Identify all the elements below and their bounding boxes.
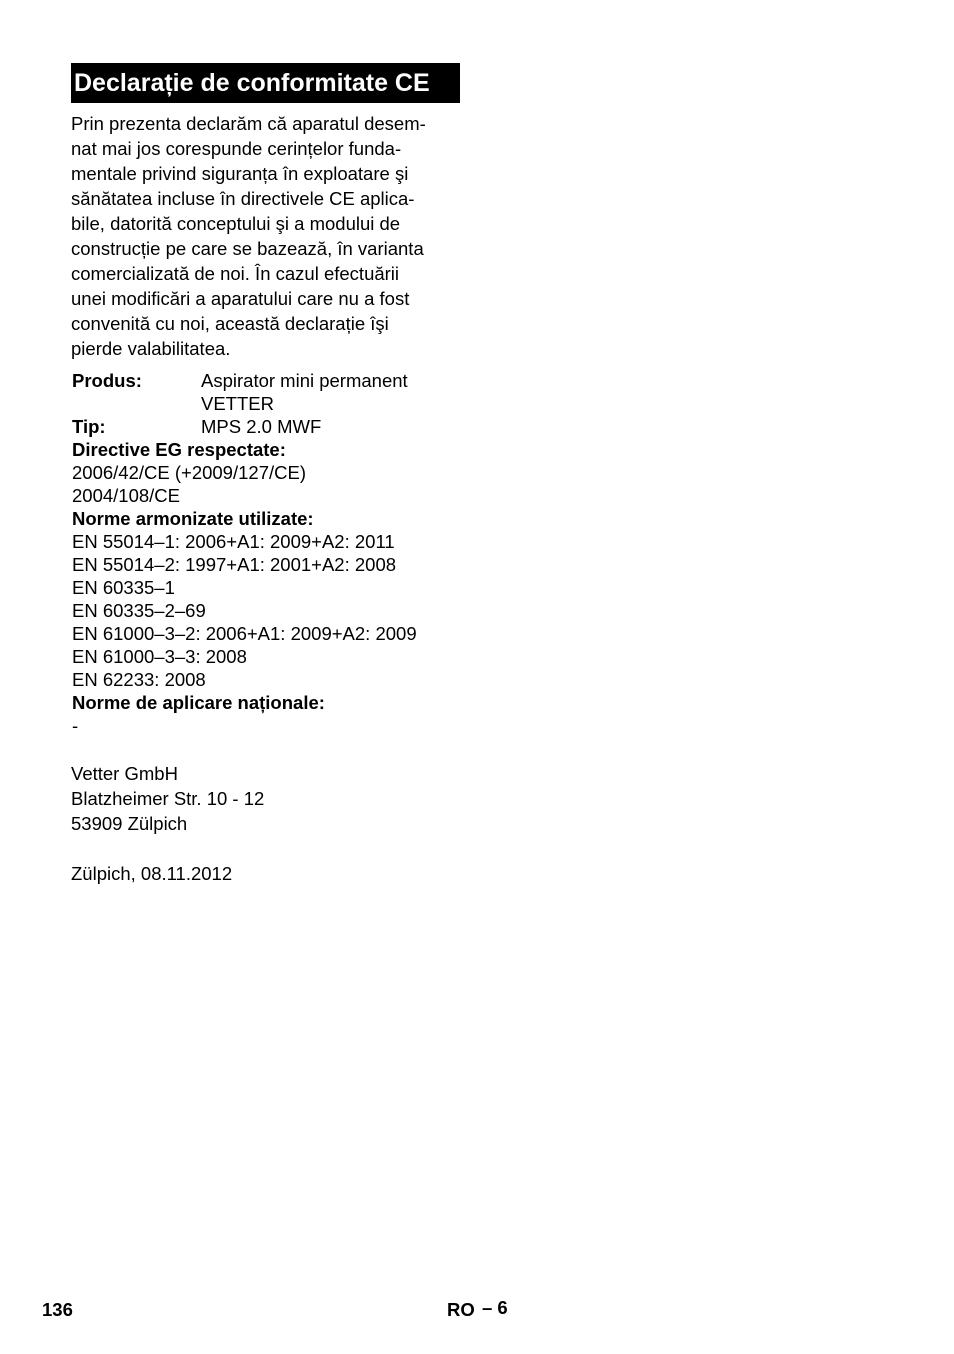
page-number: 136 [42, 1299, 73, 1320]
address-line: 53909 Zülpich [71, 813, 188, 834]
language-code: RO [447, 1299, 475, 1320]
directive-item: 2004/108/CE [72, 485, 181, 506]
intro-line: Prin prezenta declarăm că aparatul desem- [71, 113, 426, 134]
intro-line: comercializată de noi. În cazul efectuării [71, 263, 400, 284]
product-value-line: Aspirator mini permanent [201, 370, 408, 391]
type-row [72, 415, 492, 438]
section-number: – 6 [482, 1297, 508, 1318]
place-date: Zülpich, 08.11.2012 [71, 863, 233, 884]
type-value: MPS 2.0 MWF [201, 416, 322, 437]
standard-item: EN 55014–2: 1997+A1: 2001+A2: 2008 [72, 554, 397, 575]
directives-heading: Directive EG respectate: [72, 439, 286, 460]
product-row [72, 369, 492, 415]
address-line: Vetter GmbH [71, 763, 178, 784]
standard-item: EN 61000–3–3: 2008 [72, 646, 247, 667]
intro-line: sănătatea incluse în directivele CE aplica- [71, 188, 415, 209]
intro-paragraph [71, 111, 471, 361]
standard-item: EN 62233: 2008 [72, 669, 206, 690]
intro-line: construcție pe care se bazează, în varianta [71, 238, 424, 259]
intro-line: nat mai jos corespunde cerințelor funda- [71, 138, 402, 159]
national-value: - [72, 715, 79, 736]
standard-item: EN 55014–1: 2006+A1: 2009+A2: 2011 [72, 531, 395, 552]
intro-line: bile, datorită conceptului şi a modului de [71, 213, 401, 234]
intro-line: unei modificări a aparatului care nu a fost [71, 288, 410, 309]
directive-item: 2006/42/CE (+2009/127/CE) [72, 462, 306, 483]
company-address [71, 761, 264, 836]
intro-line: convenită cu noi, această declarație îşi [71, 313, 389, 334]
harmonized-heading: Norme armonizate utilizate: [72, 508, 314, 529]
standard-item: EN 60335–1 [72, 577, 175, 598]
address-line: Blatzheimer Str. 10 - 12 [71, 788, 265, 809]
product-value-line: VETTER [201, 393, 274, 414]
standard-item: EN 60335–2–69 [72, 600, 206, 621]
intro-line: mentale privind siguranța în exploatare şi [71, 163, 409, 184]
specification-block [72, 369, 492, 737]
product-label: Produs: [72, 370, 142, 391]
intro-line: pierde valabilitatea. [71, 338, 231, 359]
national-heading: Norme de aplicare naționale: [72, 692, 325, 713]
type-label: Tip: [72, 416, 106, 437]
standard-item: EN 61000–3–2: 2006+A1: 2009+A2: 2009 [72, 623, 417, 644]
page-title: Declarație de conformitate CE [71, 63, 460, 103]
product-value [201, 369, 408, 415]
